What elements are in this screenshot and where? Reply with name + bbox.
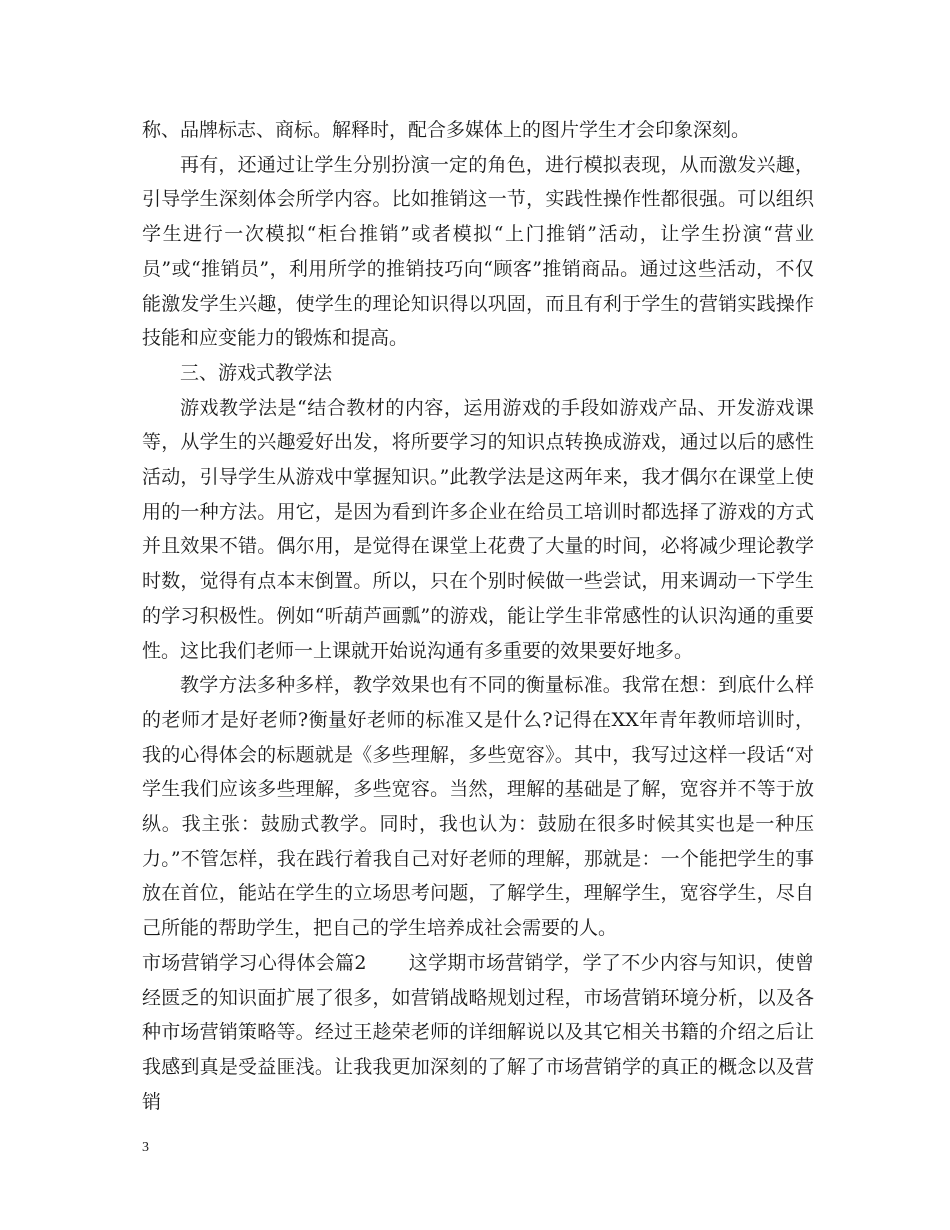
section-heading-game-teaching: 三、游戏式教学法 xyxy=(180,361,333,384)
part-two-title: 市场营销学习心得体会篇2 xyxy=(142,951,367,974)
paragraph-part-two xyxy=(142,946,814,1120)
document-body xyxy=(142,113,814,1119)
paragraph-role-play: 再有，还通过让学生分别扮演一定的角色，进行模拟表现，从而激发兴趣，引导学生深刻体会所学内容。比如推销这一节，实践性操作性都很强。可以组织学生进行一次模拟“柜台推销”或者模拟“上门推销”活动，让学生扮演“营业员”或“推销员”，利用所学的推销技巧向“顾客”推销商品。通过这些活动，不仅能激发学生兴趣，使学生的理论知识得以巩固，而且有利于学生的营销实践操作技能和应变能力的锻炼和提高。 xyxy=(142,153,814,350)
paragraph-teaching-methods: 教学方法多种多样，教学效果也有不同的衡量标准。我常在想：到底什么样的老师才是好老师?衡量好老师的标准又是什么?记得在XX年青年教师培训时，我的心得体会的标题就是《多些理解，多些宽容》。其中，我写过这样一段话“对学生我们应该多些理解，多些宽容。当然，理解的基础是了解，宽容并不等于放纵。我主张：鼓励式教学。同时，我也认为：鼓励在很多时候其实也是一种压力。”不管怎样，我在践行着我自己对好老师的理解，那就是：一个能把学生的事放在首位，能站在学生的立场思考问题，了解学生，理解学生，宽容学生，尽自己所能的帮助学生，把自己的学生培养成社会需要的人。 xyxy=(142,674,814,940)
page-number: 3 xyxy=(142,1140,149,1155)
paragraph-continuation: 称、品牌标志、商标。解释时，配合多媒体上的图片学生才会印象深刻。 xyxy=(142,119,751,141)
part-two-text: 这学期市场营销学，学了不少内容与知识，使曾经匮乏的知识面扩展了很多，如营销战略规划过程，市场营销环境分析，以及各种市场营销策略等。经过王趁荣老师的详细解说以及其它相关书籍的介绍之后让我感到真是受益匪浅。让我我更加深刻的了解了市场营销学的真正的概念以及营销 xyxy=(142,951,814,1113)
paragraph-game-teaching: 游戏教学法是“结合教材的内容，运用游戏的手段如游戏产品、开发游戏课等，从学生的兴趣爱好出发，将所要学习的知识点转换成游戏，通过以后的感性活动，引导学生从游戏中掌握知识。”此教学法是这两年来，我才偶尔在课堂上使用的一种方法。用它，是因为看到许多企业在给员工培训时都选择了游戏的方式并且效果不错。偶尔用，是觉得在课堂上花费了大量的时间，必将减少理论教学时数，觉得有点本末倒置。所以，只在个别时候做一些尝试，用来调动一下学生的学习积极性。例如“听葫芦画瓢”的游戏，能让学生非常感性的认识沟通的重要性。这比我们老师一上课就开始说沟通有多重要的效果要好地多。 xyxy=(142,396,814,662)
